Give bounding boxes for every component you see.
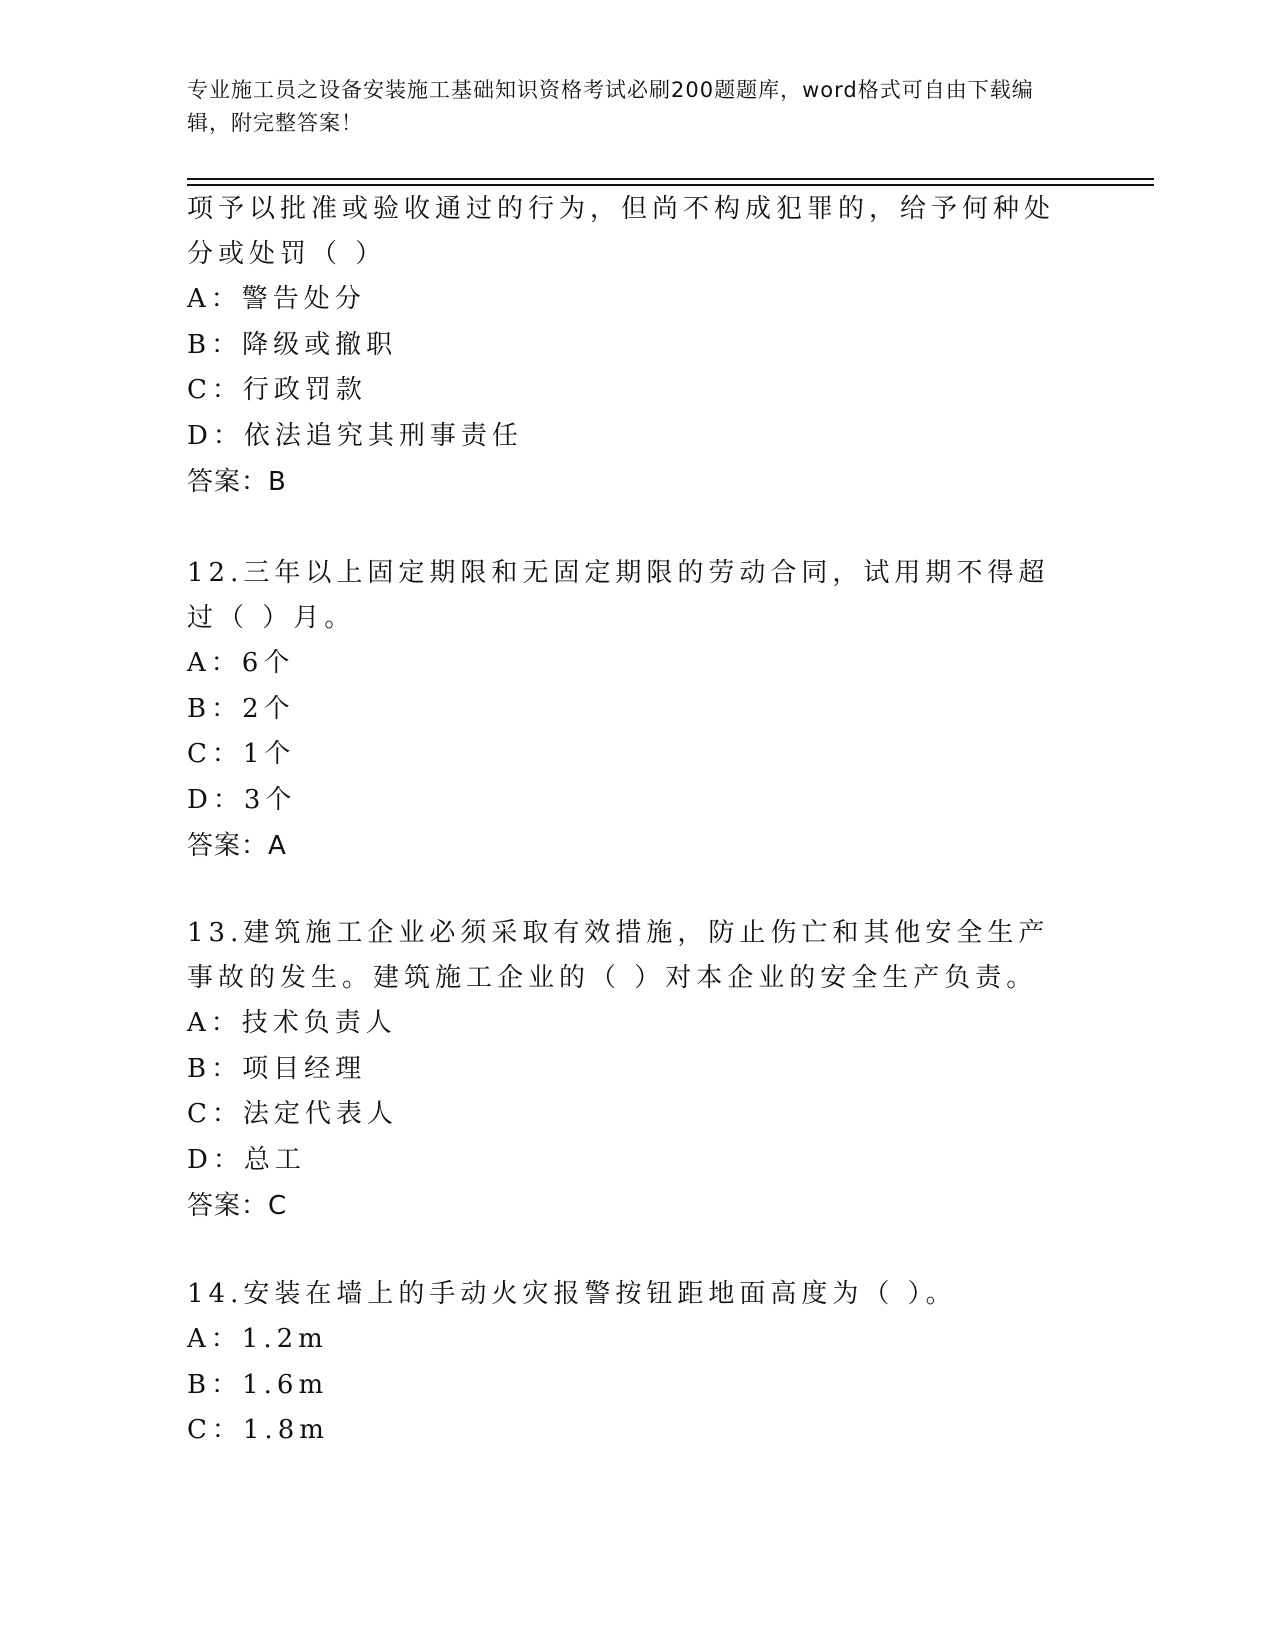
question-block xyxy=(187,551,1067,869)
option-d: D：3个 xyxy=(187,784,297,815)
option-a: A：技术负责人 xyxy=(187,1008,397,1038)
option-b: B：降级或撤职 xyxy=(187,329,398,360)
answer-line: 答案：C xyxy=(187,1191,288,1221)
answer-line: 答案：A xyxy=(187,831,287,861)
header-rule-top xyxy=(187,178,1154,180)
option-b: B：1.6m xyxy=(187,1369,329,1400)
option-b: B：项目经理 xyxy=(187,1053,367,1084)
option-c: C：法定代表人 xyxy=(187,1099,398,1129)
option-a: A：警告处分 xyxy=(187,284,366,314)
option-c: C：1个 xyxy=(187,739,296,769)
header-rule-bottom xyxy=(187,184,1154,186)
question-block xyxy=(187,187,1067,505)
question-stem: 12.三年以上固定期限和无固定期限的劳动合同，试用期不得超过（ ）月。 xyxy=(187,558,1050,633)
option-d: D：依法追究其刑事责任 xyxy=(187,420,523,451)
document-header: 专业施工员之设备安装施工基础知识资格考试必刷200题题库，word格式可自由下载编辑，附完整答案！ xyxy=(187,78,1034,135)
question-stem: 项予以批准或验收通过的行为，但尚不构成犯罪的，给予何种处分或处罚（ ） xyxy=(187,194,1056,269)
question-block xyxy=(187,1272,1067,1454)
question-block xyxy=(187,911,1067,1229)
question-stem: 13.建筑施工企业必须采取有效措施，防止伤亡和其他安全生产事故的发生。建筑施工企业的（ ）对本企业的安全生产负责。 xyxy=(187,918,1050,993)
option-a: A：1.2m xyxy=(187,1324,328,1354)
question-stem: 14.安装在墙上的手动火灾报警按钮距地面高度为（ ）。 xyxy=(187,1279,957,1309)
option-c: C：1.8m xyxy=(187,1415,329,1445)
option-c: C：行政罚款 xyxy=(187,375,367,405)
answer-line: 答案：B xyxy=(187,467,287,497)
option-d: D：总工 xyxy=(187,1144,306,1175)
option-a: A：6个 xyxy=(187,648,295,678)
option-b: B：2个 xyxy=(187,693,295,724)
